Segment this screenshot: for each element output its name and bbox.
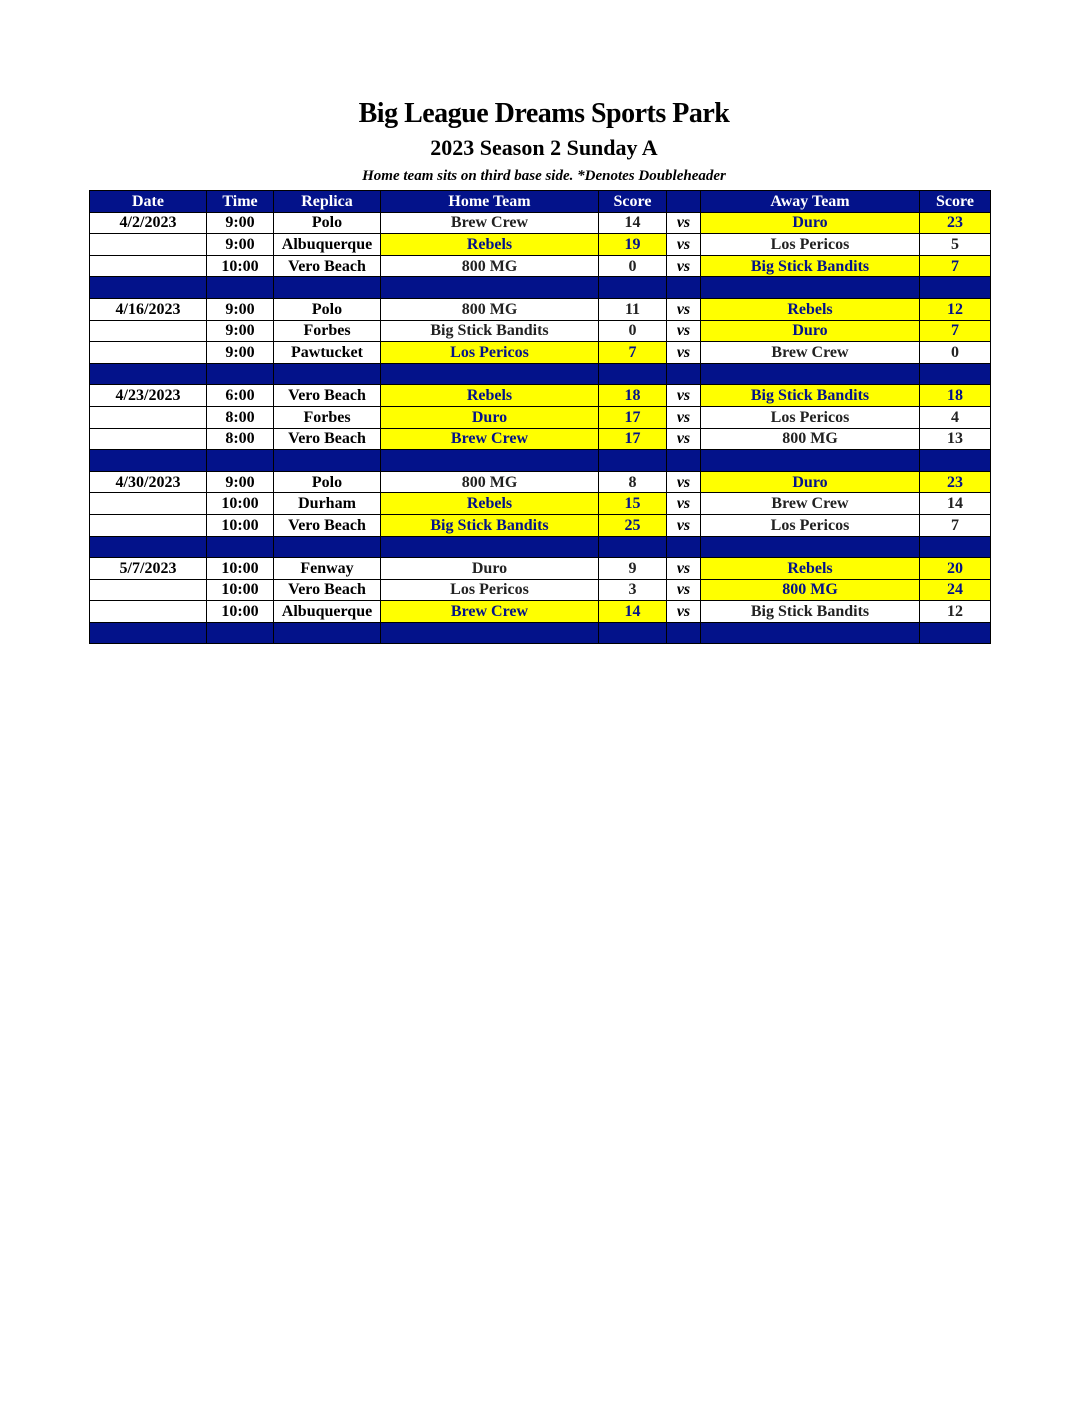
separator-cell <box>274 450 381 472</box>
game-date: 4/30/2023 <box>90 471 207 493</box>
home-score: 8 <box>599 471 667 493</box>
vs-label: vs <box>667 320 701 342</box>
separator-cell <box>90 622 207 644</box>
home-score: 11 <box>599 298 667 320</box>
week-separator-row <box>90 450 991 472</box>
home-score: 0 <box>599 320 667 342</box>
away-score: 12 <box>920 601 991 623</box>
game-time: 10:00 <box>207 601 274 623</box>
away-score: 18 <box>920 385 991 407</box>
separator-cell <box>667 363 701 385</box>
game-date <box>90 342 207 364</box>
away-team: Brew Crew <box>701 342 920 364</box>
game-replica: Vero Beach <box>274 579 381 601</box>
home-team: Los Pericos <box>381 579 599 601</box>
vs-label: vs <box>667 234 701 256</box>
game-time: 9:00 <box>207 212 274 234</box>
game-replica: Fenway <box>274 558 381 580</box>
separator-cell <box>90 450 207 472</box>
game-date <box>90 428 207 450</box>
game-time: 10:00 <box>207 514 274 536</box>
vs-label: vs <box>667 558 701 580</box>
column-header-replica: Replica <box>274 191 381 213</box>
away-team: Los Pericos <box>701 406 920 428</box>
home-team: Big Stick Bandits <box>381 320 599 342</box>
separator-cell <box>207 277 274 299</box>
game-time: 10:00 <box>207 558 274 580</box>
away-score: 7 <box>920 320 991 342</box>
home-team: 800 MG <box>381 255 599 277</box>
vs-label: vs <box>667 471 701 493</box>
away-score: 7 <box>920 514 991 536</box>
separator-cell <box>381 277 599 299</box>
game-time: 9:00 <box>207 471 274 493</box>
home-score: 14 <box>599 601 667 623</box>
column-header-vs <box>667 191 701 213</box>
game-date <box>90 601 207 623</box>
home-team: Duro <box>381 406 599 428</box>
game-date: 4/16/2023 <box>90 298 207 320</box>
home-score: 19 <box>599 234 667 256</box>
separator-cell <box>90 277 207 299</box>
away-score: 12 <box>920 298 991 320</box>
home-team: Big Stick Bandits <box>381 514 599 536</box>
home-team: Los Pericos <box>381 342 599 364</box>
vs-label: vs <box>667 406 701 428</box>
table-row <box>90 298 991 320</box>
away-score: 14 <box>920 493 991 515</box>
away-score: 4 <box>920 406 991 428</box>
table-row <box>90 471 991 493</box>
separator-cell <box>667 622 701 644</box>
separator-cell <box>920 622 991 644</box>
separator-cell <box>920 363 991 385</box>
away-score: 13 <box>920 428 991 450</box>
away-team: Big Stick Bandits <box>701 601 920 623</box>
table-row <box>90 601 991 623</box>
table-row <box>90 493 991 515</box>
game-time: 8:00 <box>207 428 274 450</box>
page-title: Big League Dreams Sports Park <box>358 98 730 129</box>
separator-cell <box>701 450 920 472</box>
game-replica: Vero Beach <box>274 255 381 277</box>
game-date: 5/7/2023 <box>90 558 207 580</box>
separator-cell <box>207 363 274 385</box>
table-row <box>90 579 991 601</box>
week-separator-row <box>90 363 991 385</box>
separator-cell <box>599 622 667 644</box>
separator-cell <box>274 277 381 299</box>
away-score: 0 <box>920 342 991 364</box>
vs-label: vs <box>667 212 701 234</box>
game-replica: Albuquerque <box>274 601 381 623</box>
game-time: 9:00 <box>207 342 274 364</box>
home-team: Rebels <box>381 493 599 515</box>
away-team: Big Stick Bandits <box>701 255 920 277</box>
separator-cell <box>90 363 207 385</box>
separator-cell <box>599 450 667 472</box>
table-row <box>90 558 991 580</box>
away-score: 23 <box>920 471 991 493</box>
game-replica: Polo <box>274 471 381 493</box>
game-date <box>90 406 207 428</box>
game-replica: Forbes <box>274 320 381 342</box>
game-replica: Vero Beach <box>274 428 381 450</box>
week-separator-row <box>90 536 991 558</box>
game-date <box>90 579 207 601</box>
schedule-note: Home team sits on third base side. *Denotes Doubleheader <box>362 168 726 184</box>
vs-label: vs <box>667 601 701 623</box>
away-team: Rebels <box>701 298 920 320</box>
separator-cell <box>274 363 381 385</box>
game-replica: Vero Beach <box>274 385 381 407</box>
separator-cell <box>667 536 701 558</box>
game-time: 9:00 <box>207 234 274 256</box>
week-separator-row <box>90 622 991 644</box>
away-score: 7 <box>920 255 991 277</box>
game-time: 8:00 <box>207 406 274 428</box>
week-separator-row <box>90 277 991 299</box>
game-time: 10:00 <box>207 255 274 277</box>
game-date <box>90 234 207 256</box>
page-subtitle: 2023 Season 2 Sunday A <box>430 135 658 160</box>
table-row <box>90 255 991 277</box>
game-replica: Polo <box>274 212 381 234</box>
game-replica: Vero Beach <box>274 514 381 536</box>
home-team: 800 MG <box>381 298 599 320</box>
away-team: Los Pericos <box>701 514 920 536</box>
vs-label: vs <box>667 428 701 450</box>
table-row <box>90 428 991 450</box>
separator-cell <box>90 536 207 558</box>
separator-cell <box>599 363 667 385</box>
table-row <box>90 406 991 428</box>
away-score: 20 <box>920 558 991 580</box>
column-header-away-score: Score <box>920 191 991 213</box>
table-row <box>90 342 991 364</box>
game-time: 10:00 <box>207 579 274 601</box>
game-date <box>90 255 207 277</box>
away-team: Duro <box>701 320 920 342</box>
game-time: 9:00 <box>207 298 274 320</box>
separator-cell <box>274 536 381 558</box>
vs-label: vs <box>667 385 701 407</box>
game-date <box>90 320 207 342</box>
separator-cell <box>207 536 274 558</box>
home-score: 3 <box>599 579 667 601</box>
game-date: 4/2/2023 <box>90 212 207 234</box>
game-time: 10:00 <box>207 493 274 515</box>
column-header-time: Time <box>207 191 274 213</box>
vs-label: vs <box>667 514 701 536</box>
home-score: 9 <box>599 558 667 580</box>
game-replica: Durham <box>274 493 381 515</box>
home-team: Brew Crew <box>381 212 599 234</box>
separator-cell <box>701 622 920 644</box>
game-date: 4/23/2023 <box>90 385 207 407</box>
vs-label: vs <box>667 579 701 601</box>
separator-cell <box>701 363 920 385</box>
home-score: 14 <box>599 212 667 234</box>
home-team: Duro <box>381 558 599 580</box>
column-header-home-score: Score <box>599 191 667 213</box>
away-team: Rebels <box>701 558 920 580</box>
home-score: 25 <box>599 514 667 536</box>
away-score: 24 <box>920 579 991 601</box>
home-score: 7 <box>599 342 667 364</box>
home-score: 18 <box>599 385 667 407</box>
home-team: Brew Crew <box>381 601 599 623</box>
column-header-away-team: Away Team <box>701 191 920 213</box>
table-row <box>90 514 991 536</box>
vs-label: vs <box>667 298 701 320</box>
separator-cell <box>381 536 599 558</box>
schedule-table <box>89 190 991 644</box>
home-score: 15 <box>599 493 667 515</box>
game-time: 6:00 <box>207 385 274 407</box>
table-row <box>90 320 991 342</box>
game-replica: Pawtucket <box>274 342 381 364</box>
away-team: Duro <box>701 471 920 493</box>
away-team: Big Stick Bandits <box>701 385 920 407</box>
separator-cell <box>667 450 701 472</box>
home-team: Brew Crew <box>381 428 599 450</box>
table-row <box>90 212 991 234</box>
away-team: Brew Crew <box>701 493 920 515</box>
away-score: 23 <box>920 212 991 234</box>
away-score: 5 <box>920 234 991 256</box>
separator-cell <box>920 450 991 472</box>
away-team: Duro <box>701 212 920 234</box>
separator-cell <box>920 536 991 558</box>
vs-label: vs <box>667 342 701 364</box>
separator-cell <box>381 450 599 472</box>
separator-cell <box>599 277 667 299</box>
game-replica: Albuquerque <box>274 234 381 256</box>
separator-cell <box>207 450 274 472</box>
vs-label: vs <box>667 255 701 277</box>
home-score: 17 <box>599 406 667 428</box>
game-replica: Forbes <box>274 406 381 428</box>
separator-cell <box>381 363 599 385</box>
separator-cell <box>274 622 381 644</box>
game-time: 9:00 <box>207 320 274 342</box>
column-header-date: Date <box>90 191 207 213</box>
home-team: Rebels <box>381 234 599 256</box>
separator-cell <box>701 536 920 558</box>
game-date <box>90 514 207 536</box>
away-team: 800 MG <box>701 428 920 450</box>
separator-cell <box>701 277 920 299</box>
away-team: Los Pericos <box>701 234 920 256</box>
table-header-row <box>90 191 991 213</box>
separator-cell <box>667 277 701 299</box>
vs-label: vs <box>667 493 701 515</box>
home-score: 0 <box>599 255 667 277</box>
column-header-home-team: Home Team <box>381 191 599 213</box>
schedule-body <box>90 212 991 644</box>
home-team: Rebels <box>381 385 599 407</box>
separator-cell <box>920 277 991 299</box>
away-team: 800 MG <box>701 579 920 601</box>
separator-cell <box>381 622 599 644</box>
game-date <box>90 493 207 515</box>
home-score: 17 <box>599 428 667 450</box>
separator-cell <box>599 536 667 558</box>
table-row <box>90 234 991 256</box>
game-replica: Polo <box>274 298 381 320</box>
separator-cell <box>207 622 274 644</box>
home-team: 800 MG <box>381 471 599 493</box>
table-row <box>90 385 991 407</box>
